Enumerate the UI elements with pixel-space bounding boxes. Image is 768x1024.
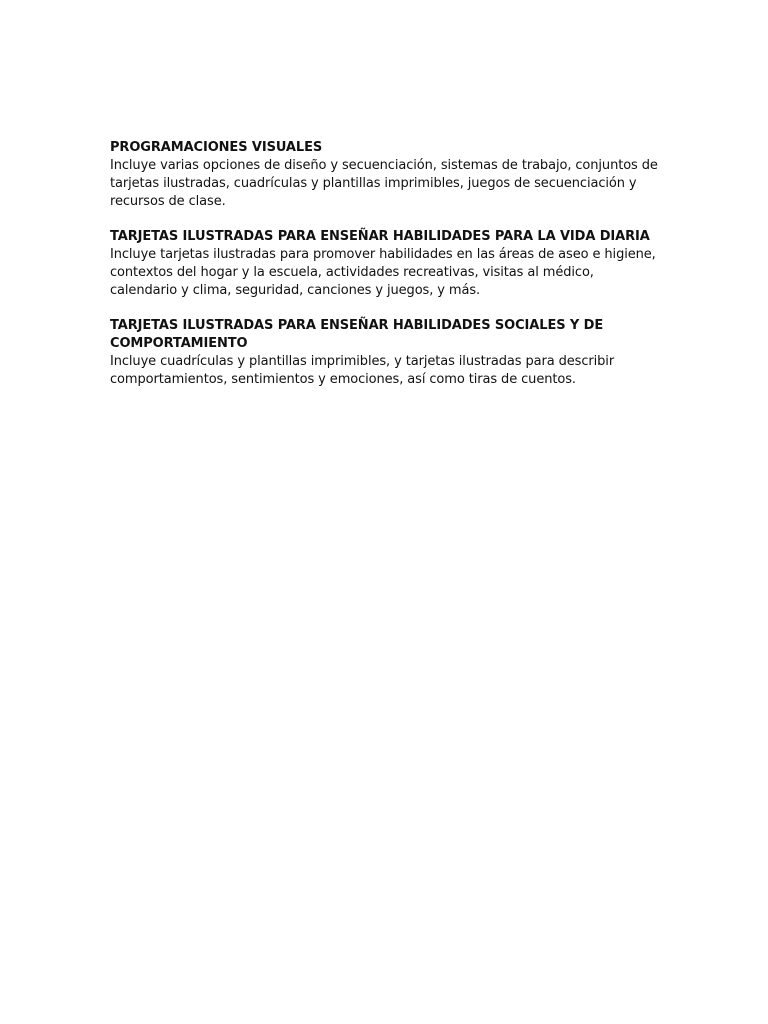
- section-body: Incluye cuadrículas y plantillas imprimibles, y tarjetas ilustradas para describir comportamientos, sentimientos y emociones, así como tiras de cuentos.: [110, 354, 615, 387]
- section-heading: TARJETAS ILUSTRADAS PARA ENSEÑAR HABILIDADES SOCIALES Y DE COMPORTAMIENTO: [110, 318, 604, 351]
- section-body: Incluye tarjetas ilustradas para promover habilidades en las áreas de aseo e higiene, contextos del hogar y la escuela, actividades recreativas, visitas al médico, calendario y clima, seguridad, canciones y juegos, y más.: [110, 247, 656, 298]
- section-body: Incluye varias opciones de diseño y secuenciación, sistemas de trabajo, conjuntos de tarjetas ilustradas, cuadrículas y plantillas imprimibles, juegos de secuenciación y recursos de clase.: [110, 158, 658, 209]
- section-habilidades-sociales: [110, 317, 660, 389]
- document-content: [110, 139, 660, 406]
- section-heading: TARJETAS ILUSTRADAS PARA ENSEÑAR HABILIDADES PARA LA VIDA DIARIA: [110, 229, 650, 244]
- section-vida-diaria: [110, 228, 660, 300]
- section-heading: PROGRAMACIONES VISUALES: [110, 140, 323, 155]
- section-programaciones-visuales: [110, 139, 660, 211]
